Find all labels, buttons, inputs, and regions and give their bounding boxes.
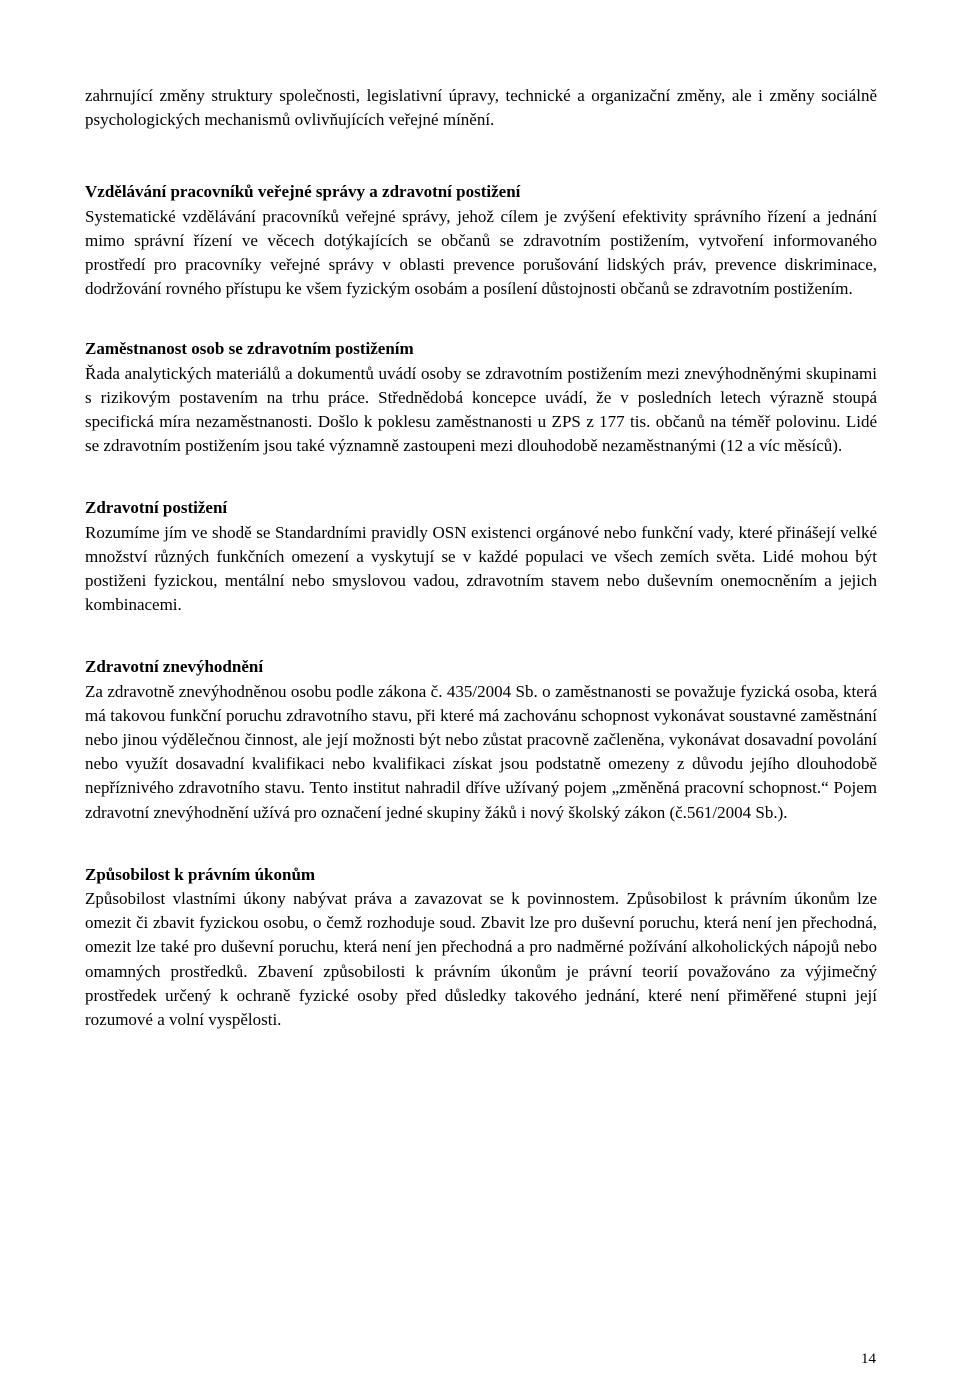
section-heading: Zdravotní znevýhodnění	[85, 657, 264, 677]
section-employment	[85, 337, 877, 458]
intro-paragraph: zahrnující změny struktury společnosti, legislativní úpravy, technické a organizační změny, ale i změny sociálně psychologických mechanismů ovlivňujících veřejné mínění.	[85, 86, 877, 130]
section-heading: Zdravotní postižení	[85, 498, 228, 518]
section-paragraph: Rozumíme jím ve shodě se Standardními pravidly OSN existenci orgánové nebo funkční vady, které přinášejí velké množství různých funkčních omezení a vyskytují se v každé populaci ve všech zemích světa. Lidé mohou být postiženi fyzickou, mentální nebo smyslovou vadou, zdravotním stavem nebo duševním onemocněním a jejich kombinacemi.	[85, 522, 877, 615]
section-paragraph: Systematické vzdělávání pracovníků veřejné správy, jehož cílem je zvýšení efektivity správního řízení a jednání mimo správní řízení ve věcech dotýkajících se občanů se zdravotním postižením, vytvoření informovaného prostředí pro pracovníky veřejné správy v oblasti prevence porušování lidských práv, prevence diskriminace, dodržování rovného přístupu ke všem fyzickým osobám a posílení důstojnosti občanů se zdravotním postižením.	[85, 206, 877, 299]
section-heading: Vzdělávání pracovníků veřejné správy a zdravotní postižení	[85, 182, 521, 202]
section-heading: Způsobilost k právním úkonům	[85, 864, 316, 884]
document-body	[85, 84, 877, 1032]
section-health-disadvantage	[85, 655, 877, 824]
section-paragraph: Způsobilost vlastními úkony nabývat práva a zavazovat se k povinnostem. Způsobilost k právním úkonům lze omezit či zbavit fyzickou osobu, o čemž rozhoduje soud. Zbavit lze pro duševní poruchu, která není jen přechodná, omezit lze také pro duševní poruchu, která není jen přechodná a pro nadměrné požívání alkoholických nápojů nebo omamných prostředků. Zbavení způsobilosti k právním úkonům je právní teorií považováno za výjimečný prostředek určený k ochraně fyzické osoby před důsledky takového jednání, které není přiměřené stupni její rozumové a volní vyspělosti.	[85, 889, 877, 1030]
section-paragraph: Za zdravotně znevýhodněnou osobu podle zákona č. 435/2004 Sb. o zaměstnanosti se považuje fyzická osoba, která má takovou funkční poruchu zdravotního stavu, při které má zachovánu schopnost vykonávat soustavné zaměstnání nebo jinou výdělečnou činnost, ale její možnosti být nebo zůstat pracovně začleněna, vykonávat dosavadní povolání nebo využít dosavadní kvalifikaci nebo kvalifikaci získat jsou podstatně omezeny z důvodu jejího dlouhodobě nepříznivého zdravotního stavu. Tento institut nahradil dříve užívaný pojem „změněná pracovní schopnost.“ Pojem zdravotní znevýhodnění užívá pro označení jedné skupiny žáků i nový školský zákon (č.561/2004 Sb.).	[85, 681, 877, 822]
page-number: 14	[861, 1351, 876, 1367]
section-heading: Zaměstnanost osob se zdravotním postižením	[85, 339, 414, 359]
section-education	[85, 180, 877, 301]
section-paragraph: Řada analytických materiálů a dokumentů uvádí osoby se zdravotním postižením mezi znevýhodněnými skupinami s rizikovým postavením na trhu práce. Střednědobá koncepce uvádí, že v posledních letech výrazně stoupá specifická míra nezaměstnanosti. Došlo k poklesu zaměstnanosti u ZPS z 177 tis. občanů na téměř polovinu. Lidé se zdravotním postižením jsou také významně zastoupeni mezi dlouhodobě nezaměstnanými (12 a víc měsíců).	[85, 363, 877, 456]
section-legal-capacity	[85, 863, 877, 1032]
section-health-disability	[85, 496, 877, 617]
